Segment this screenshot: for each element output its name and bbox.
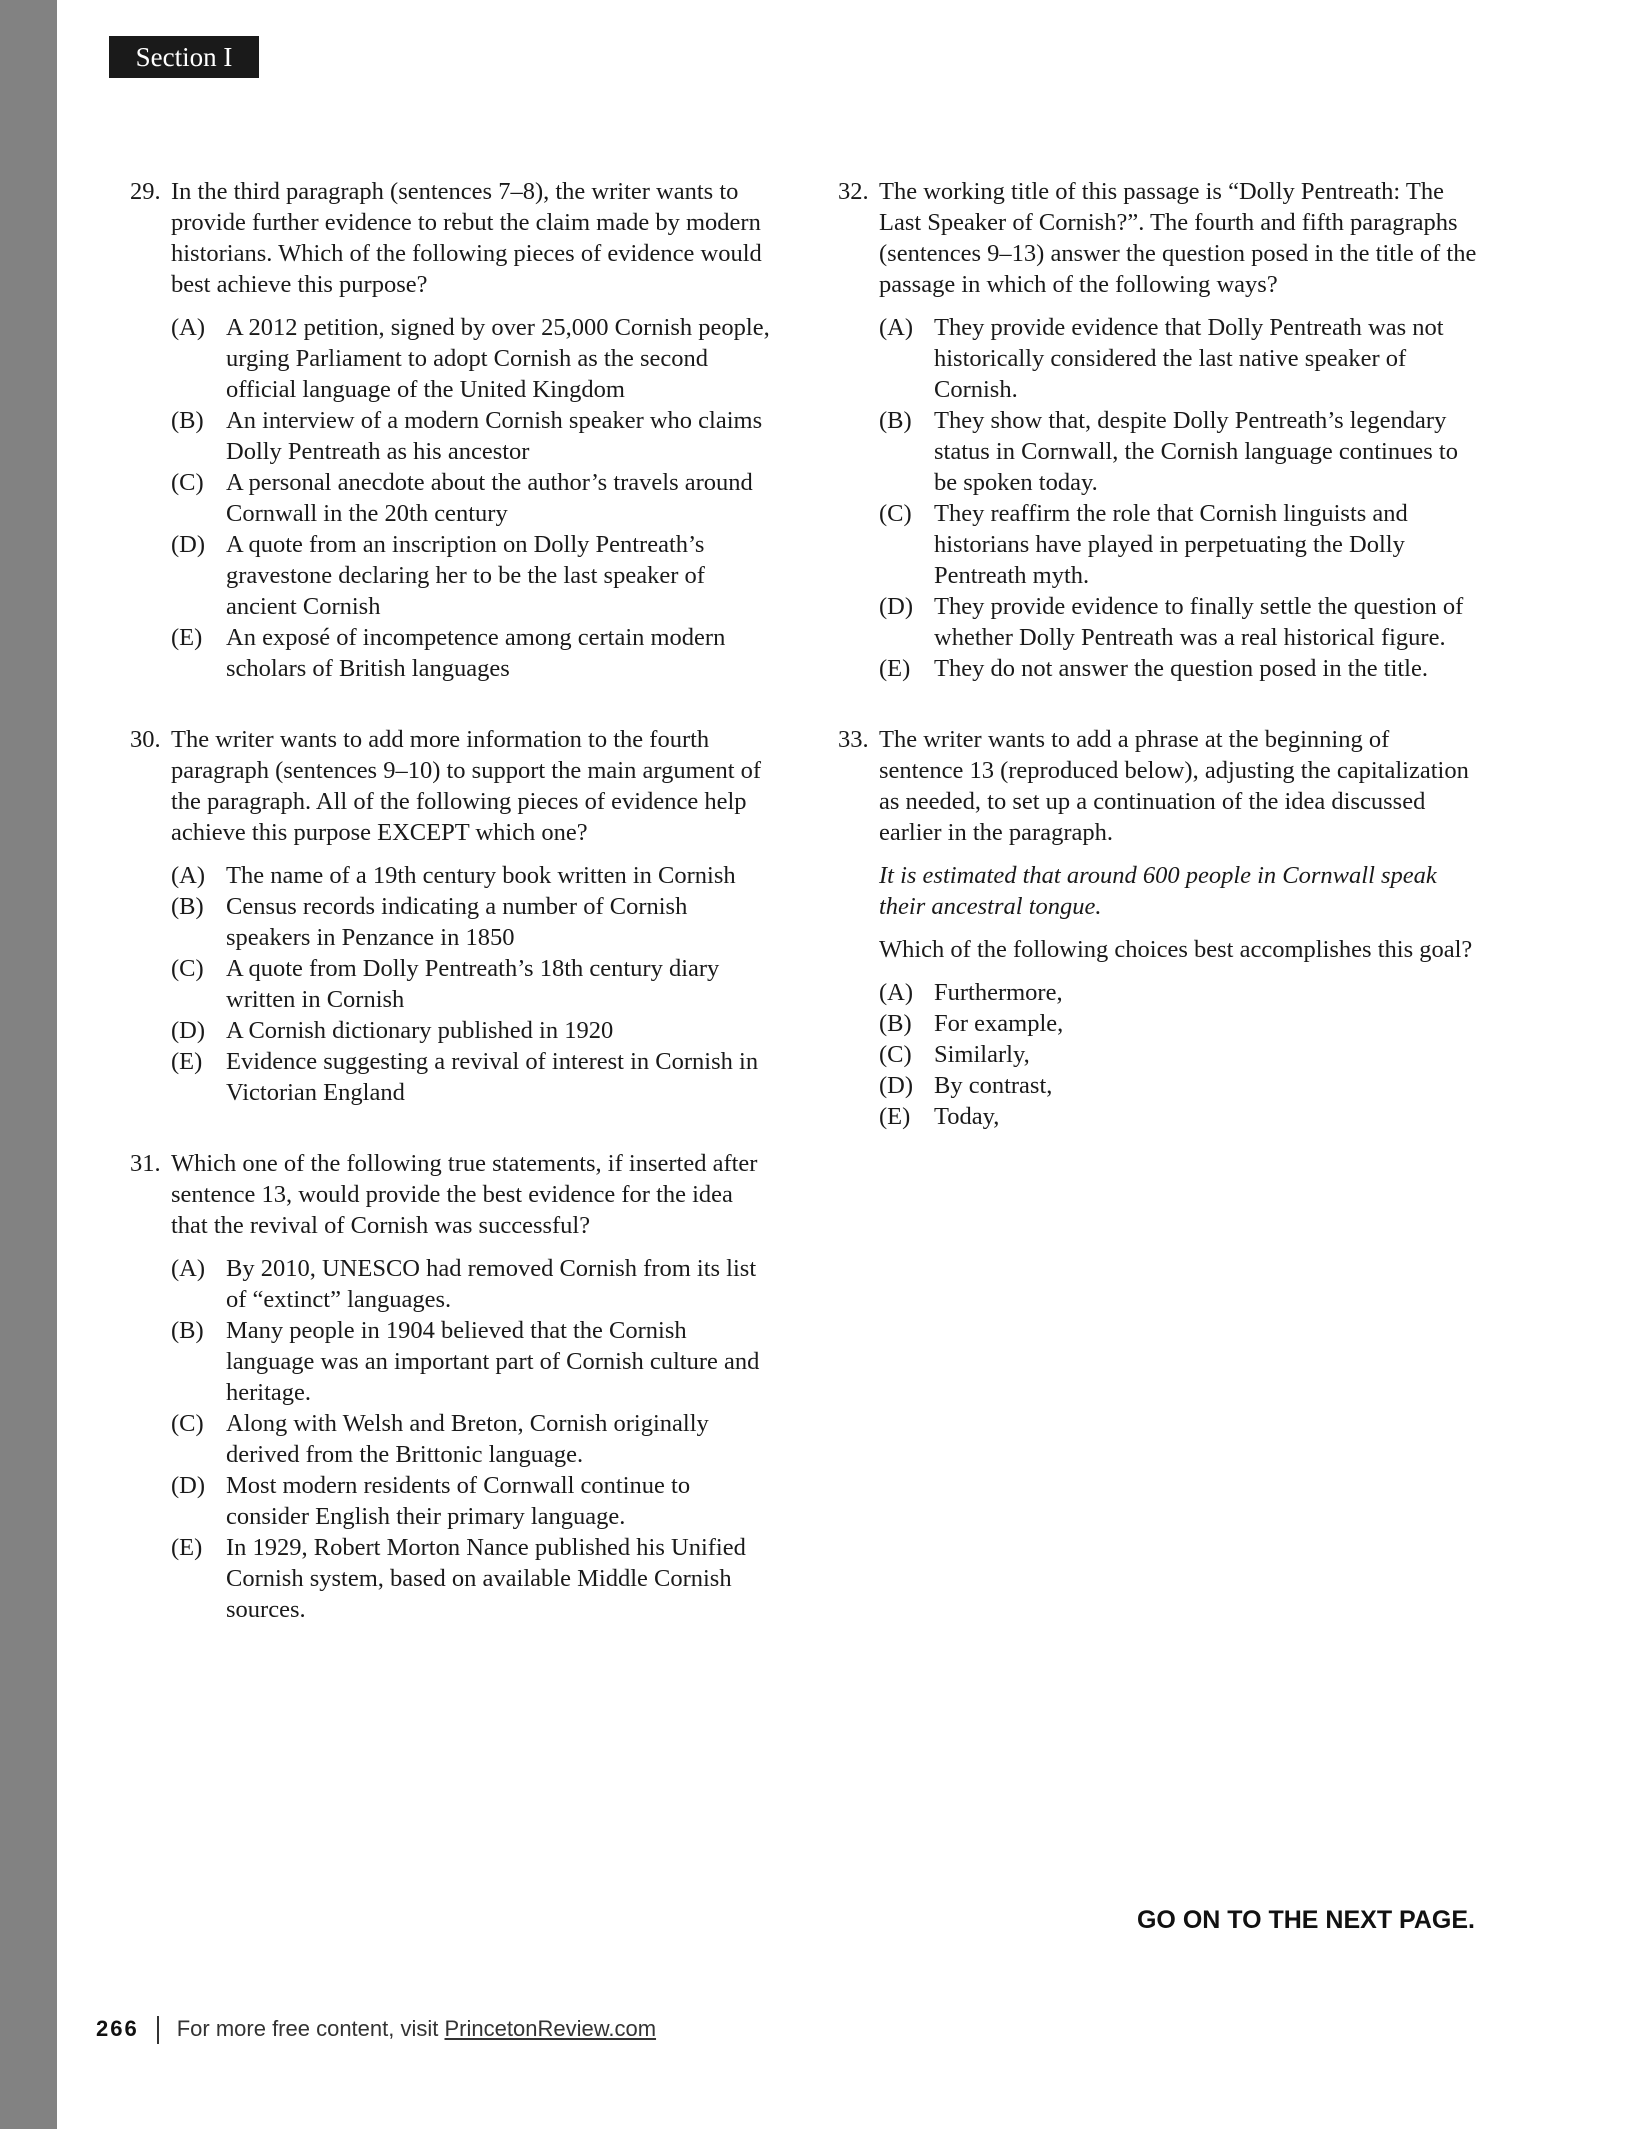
choice-text: They provide evidence that Dolly Pentreath was not historically considered the last native speaker of Cornish. — [934, 314, 1444, 403]
question-stem: The working title of this passage is “Dolly Pentreath: The Last Speaker of Cornish?”. The fourth and fifth paragraphs (sentences 9–13) answer the question posed in the title of the passage in which of the following ways? — [879, 178, 1477, 298]
choice-text: A personal anecdote about the author’s travels around Cornwall in the 20th century — [226, 469, 753, 527]
answer-choice-e[interactable] — [130, 622, 770, 684]
choice-letter: (D) — [879, 1072, 914, 1099]
footer-link[interactable]: PrincetonReview.com — [444, 2016, 657, 2041]
answer-choice-a[interactable] — [130, 1253, 770, 1315]
answer-choice-d[interactable] — [838, 591, 1478, 653]
choice-letter: (C) — [171, 1410, 204, 1437]
answer-choice-c[interactable] — [130, 1408, 770, 1470]
choice-text: Similarly, — [934, 1041, 1030, 1068]
choice-text: For example, — [934, 1010, 1064, 1037]
question-stem: Which one of the following true statements, if inserted after sentence 13, would provide the best evidence for the idea that the revival of Cornish was successful? — [171, 1150, 758, 1239]
choice-text: Today, — [934, 1103, 1000, 1130]
question-stem: In the third paragraph (sentences 7–8), the writer wants to provide further evidence to rebut the claim made by modern historians. Which of the following pieces of evidence would best achieve this purpose? — [171, 178, 762, 298]
choice-letter: (D) — [171, 1472, 206, 1499]
answer-choice-d[interactable] — [838, 1070, 1478, 1101]
question-31 — [130, 1148, 770, 1625]
footer-divider — [157, 2016, 159, 2044]
choice-letter: (A) — [171, 862, 206, 889]
answer-choice-b[interactable] — [130, 1315, 770, 1408]
left-margin-bar — [0, 0, 57, 2129]
answer-choice-a[interactable] — [130, 860, 770, 891]
choice-letter: (B) — [171, 1317, 204, 1344]
question-number: 30. — [130, 726, 161, 753]
question-29 — [130, 176, 770, 684]
answer-choices — [130, 312, 770, 684]
question-stem: The writer wants to add more information to the fourth paragraph (sentences 9–10) to support the main argument of the paragraph. All of the following pieces of evidence help achieve this purpose EXCEPT which one? — [171, 726, 762, 846]
answer-choice-a[interactable] — [838, 312, 1478, 405]
question-number: 32. — [838, 178, 869, 205]
answer-choice-a[interactable] — [838, 977, 1478, 1008]
answer-choice-e[interactable] — [130, 1532, 770, 1625]
choice-text: Furthermore, — [934, 979, 1063, 1006]
choice-text: By contrast, — [934, 1072, 1053, 1099]
page-footer — [96, 2012, 656, 2046]
answer-choice-c[interactable] — [838, 1039, 1478, 1070]
answer-choice-b[interactable] — [130, 891, 770, 953]
answer-choice-d[interactable] — [130, 529, 770, 622]
choice-text: They show that, despite Dolly Pentreath’s legendary status in Cornwall, the Cornish language continues to be spoken today. — [934, 407, 1458, 496]
question-stem: The writer wants to add a phrase at the beginning of sentence 13 (reproduced below), adjusting the capitalization as needed, to set up a continuation of the idea discussed earlier in the paragraph. — [879, 726, 1469, 846]
choice-text: They provide evidence to finally settle the question of whether Dolly Pentreath was a real historical figure. — [934, 593, 1464, 651]
answer-choice-c[interactable] — [130, 467, 770, 529]
choice-letter: (A) — [879, 314, 914, 341]
choice-letter: (D) — [171, 531, 206, 558]
answer-choices — [130, 860, 770, 1108]
choice-text: A 2012 petition, signed by over 25,000 Cornish people, urging Parliament to adopt Cornish as the second official language of the United Kingdom — [226, 314, 770, 403]
choice-letter: (B) — [879, 407, 912, 434]
answer-choice-e[interactable] — [130, 1046, 770, 1108]
choice-text: Evidence suggesting a revival of interest in Cornish in Victorian England — [226, 1048, 759, 1106]
answer-choices — [838, 312, 1478, 684]
choice-letter: (D) — [171, 1017, 206, 1044]
question-33 — [838, 724, 1478, 1132]
question-number: 31. — [130, 1150, 161, 1177]
choice-letter: (C) — [171, 955, 204, 982]
choice-letter: (B) — [171, 893, 204, 920]
question-30 — [130, 724, 770, 1108]
choice-text: Many people in 1904 believed that the Cornish language was an important part of Cornish culture and heritage. — [226, 1317, 760, 1406]
question-number: 29. — [130, 178, 161, 205]
choice-text: By 2010, UNESCO had removed Cornish from its list of “extinct” languages. — [226, 1255, 757, 1313]
section-label: Section I — [109, 36, 259, 78]
question-prompt: Which of the following choices best accomplishes this goal? — [879, 936, 1473, 963]
answer-choice-b[interactable] — [838, 405, 1478, 498]
choice-letter: (A) — [879, 979, 914, 1006]
choice-text: Most modern residents of Cornwall continue to consider English their primary language. — [226, 1472, 691, 1530]
question-32 — [838, 176, 1478, 684]
left-column — [130, 176, 770, 1665]
answer-choice-d[interactable] — [130, 1015, 770, 1046]
choice-letter: (E) — [171, 1048, 203, 1075]
choice-text: A quote from an inscription on Dolly Pentreath’s gravestone declaring her to be the last speaker of ancient Cornish — [226, 531, 705, 620]
quoted-sentence: It is estimated that around 600 people in Cornwall speak their ancestral tongue. — [879, 862, 1437, 920]
choice-letter: (E) — [879, 1103, 911, 1130]
choice-letter: (B) — [879, 1010, 912, 1037]
choice-letter: (E) — [879, 655, 911, 682]
choice-text: A quote from Dolly Pentreath’s 18th century diary written in Cornish — [226, 955, 720, 1013]
answer-choice-e[interactable] — [838, 653, 1478, 684]
right-column — [838, 176, 1478, 1172]
choice-letter: (D) — [879, 593, 914, 620]
choice-letter: (A) — [171, 314, 206, 341]
answer-choice-c[interactable] — [838, 498, 1478, 591]
choice-letter: (A) — [171, 1255, 206, 1282]
choice-text: In 1929, Robert Morton Nance published his Unified Cornish system, based on available Middle Cornish sources. — [226, 1534, 746, 1623]
choice-text: Along with Welsh and Breton, Cornish originally derived from the Brittonic language. — [226, 1410, 709, 1468]
answer-choice-d[interactable] — [130, 1470, 770, 1532]
footer-text: For more free content, visit — [176, 2016, 439, 2041]
choice-text: They do not answer the question posed in the title. — [934, 655, 1428, 682]
choice-letter: (B) — [171, 407, 204, 434]
choice-text: An exposé of incompetence among certain modern scholars of British languages — [226, 624, 726, 682]
answer-choice-b[interactable] — [838, 1008, 1478, 1039]
choice-text: A Cornish dictionary published in 1920 — [226, 1017, 614, 1044]
answer-choices — [838, 977, 1478, 1132]
answer-choices — [130, 1253, 770, 1625]
choice-text: Census records indicating a number of Cornish speakers in Penzance in 1850 — [226, 893, 688, 951]
choice-letter: (C) — [171, 469, 204, 496]
choice-letter: (E) — [171, 1534, 203, 1561]
choice-text: They reaffirm the role that Cornish linguists and historians have played in perpetuating the Dolly Pentreath myth. — [934, 500, 1408, 589]
choice-letter: (E) — [171, 624, 203, 651]
page-number: 266 — [96, 2016, 139, 2041]
answer-choice-b[interactable] — [130, 405, 770, 467]
answer-choice-a[interactable] — [130, 312, 770, 405]
choice-text: The name of a 19th century book written in Cornish — [226, 862, 736, 889]
answer-choice-e[interactable] — [838, 1101, 1478, 1132]
choice-text: An interview of a modern Cornish speaker who claims Dolly Pentreath as his ancestor — [226, 407, 763, 465]
go-on-next-page-notice: GO ON TO THE NEXT PAGE. — [1136, 1906, 1475, 1934]
choice-letter: (C) — [879, 500, 912, 527]
answer-choice-c[interactable] — [130, 953, 770, 1015]
question-number: 33. — [838, 726, 869, 753]
choice-letter: (C) — [879, 1041, 912, 1068]
